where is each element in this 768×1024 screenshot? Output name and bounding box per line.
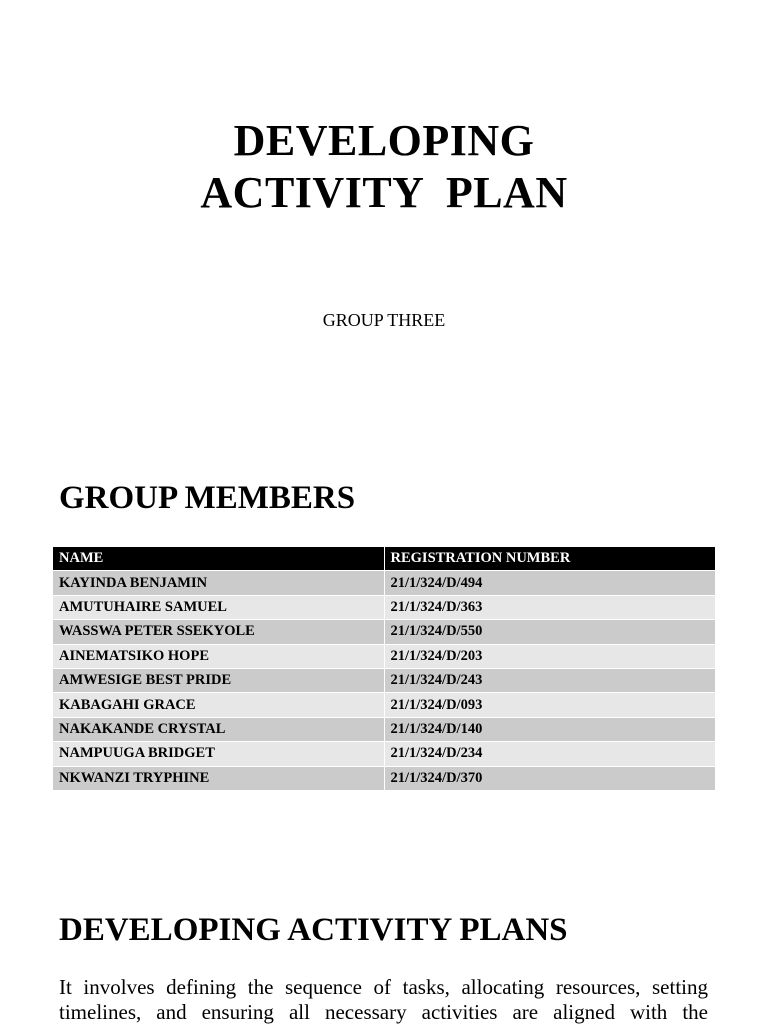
table-row xyxy=(53,668,715,692)
plans-body-text: It involves defining the sequence of tasks, allocating resources, setting timelines, and ensuring all necessary activities are aligned with the xyxy=(59,975,708,1024)
member-registration: 21/1/324/D/234 xyxy=(384,742,715,766)
member-name: AMWESIGE BEST PRIDE xyxy=(53,668,384,692)
title-line-2: ACTIVITY PLAN xyxy=(200,168,568,217)
table-header-row xyxy=(53,547,715,571)
member-name: KAYINDA BENJAMIN xyxy=(53,571,384,595)
member-registration: 21/1/324/D/494 xyxy=(384,571,715,595)
member-name: NKWANZI TRYPHINE xyxy=(53,766,384,790)
member-name: KABAGAHI GRACE xyxy=(53,693,384,717)
table-row xyxy=(53,693,715,717)
members-heading: GROUP MEMBERS xyxy=(59,480,356,516)
member-registration: 21/1/324/D/093 xyxy=(384,693,715,717)
table-row xyxy=(53,717,715,741)
member-registration: 21/1/324/D/550 xyxy=(384,620,715,644)
column-header-registration: REGISTRATION NUMBER xyxy=(384,547,715,571)
member-name: NAMPUUGA BRIDGET xyxy=(53,742,384,766)
plans-heading: DEVELOPING ACTIVITY PLANS xyxy=(59,912,568,948)
member-registration: 21/1/324/D/243 xyxy=(384,668,715,692)
table-row xyxy=(53,742,715,766)
table-row xyxy=(53,766,715,790)
document-title xyxy=(0,115,768,219)
column-header-name: NAME xyxy=(53,547,384,571)
member-name: AMUTUHAIRE SAMUEL xyxy=(53,595,384,619)
member-registration: 21/1/324/D/370 xyxy=(384,766,715,790)
title-line-1: DEVELOPING xyxy=(233,116,535,165)
table-row xyxy=(53,620,715,644)
member-registration: 21/1/324/D/363 xyxy=(384,595,715,619)
member-name: WASSWA PETER SSEKYOLE xyxy=(53,620,384,644)
member-name: NAKAKANDE CRYSTAL xyxy=(53,717,384,741)
member-registration: 21/1/324/D/203 xyxy=(384,644,715,668)
member-name: AINEMATSIKO HOPE xyxy=(53,644,384,668)
members-table xyxy=(53,547,715,791)
member-registration: 21/1/324/D/140 xyxy=(384,717,715,741)
table-row xyxy=(53,644,715,668)
table-row xyxy=(53,571,715,595)
table-row xyxy=(53,595,715,619)
group-subtitle: GROUP THREE xyxy=(322,310,446,330)
